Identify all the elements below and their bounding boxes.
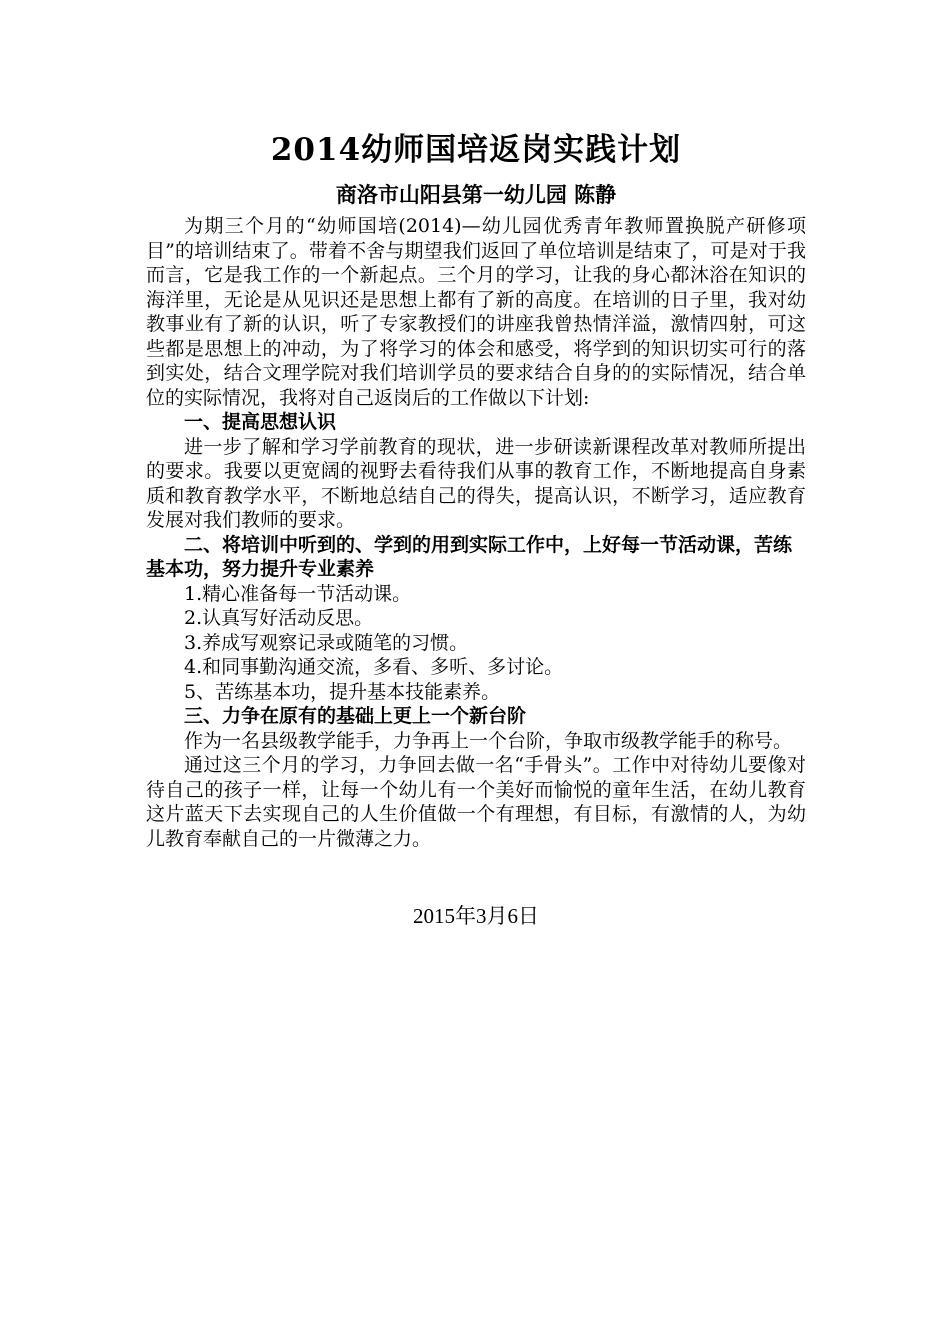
section-heading-1: 一、提高思想认识 [184,411,337,433]
intro-paragraph: 为期三个月的“幼师国培(2014)—幼儿园优秀青年教师置换脱产研修项目”的培训结束了。带着不舍与期望我们返回了单位培训是结束了，可是对于我而言，它是我工作的一个新起点。三个月的学习，让我的身心都沐浴在知识的海洋里，无论是从见识还是思想上都有了新的高度。在培训的日子里，我对幼教事业有了新的认识，听了专家教授们的讲座我曾热情洋溢，激情四射，可这些都是思想上的冲动，为了将学习的体会和感受，将学到的知识切实可行的落到实处，结合文理学院对我们培训学员的要求结合自身的的实际情况，结合单位的实际情况，我将对自己返岗后的工作做以下计划: [146,215,806,409]
list-item: 3.养成写观察记录或随笔的习惯。 [184,631,469,654]
section-heading-3: 三、力争在原有的基础上更上一个新台阶 [184,705,527,727]
list-item: 1.精心准备每一节活动课。 [184,582,412,605]
document-date: 2015年3月6日 [413,904,539,928]
list-item: 4.和同事勤沟通交流，多看、多听、多讨论。 [184,656,564,678]
section-1-paragraph: 进一步了解和学习学前教育的现状，进一步研读新课程改革对教师所提出的要求。我要以更宽阔的视野去看待我们从事的教育工作，不断地提高自身素质和教育教学水平，不断地总结自己的得失，提高认识，不断学习，适应教育发展对我们教师的要求。 [146,435,806,531]
list-item: 2.认真写好活动反思。 [184,607,374,629]
list-item: 5、苦练基本功，提升基本技能素养。 [184,680,501,703]
document-title: 2014幼师国培返岗实践计划 [270,132,682,168]
section-3-paragraph: 通过这三个月的学习，力争回去做一名“手骨头”。工作中对待幼儿要像对待自己的孩子一样，让每一个幼儿有一个美好而愉悦的童年生活，在幼儿教育这片蓝天下去实现自己的人生价值做一个有理想，有目标，有激情的人，为幼儿教育奉献自己的一片微薄之力。 [146,754,806,850]
section-heading-2: 二、将培训中听到的、学到的用到实际工作中，上好每一节活动课，苦练基本功，努力提升专业素养 [146,533,793,580]
document-author: 商洛市山阳县第一幼儿园 陈静 [335,182,617,207]
section-3-paragraph: 作为一名县级教学能手，力争再上一个台阶，争取市级教学能手的称号。 [184,729,793,752]
document-page [146,128,806,931]
